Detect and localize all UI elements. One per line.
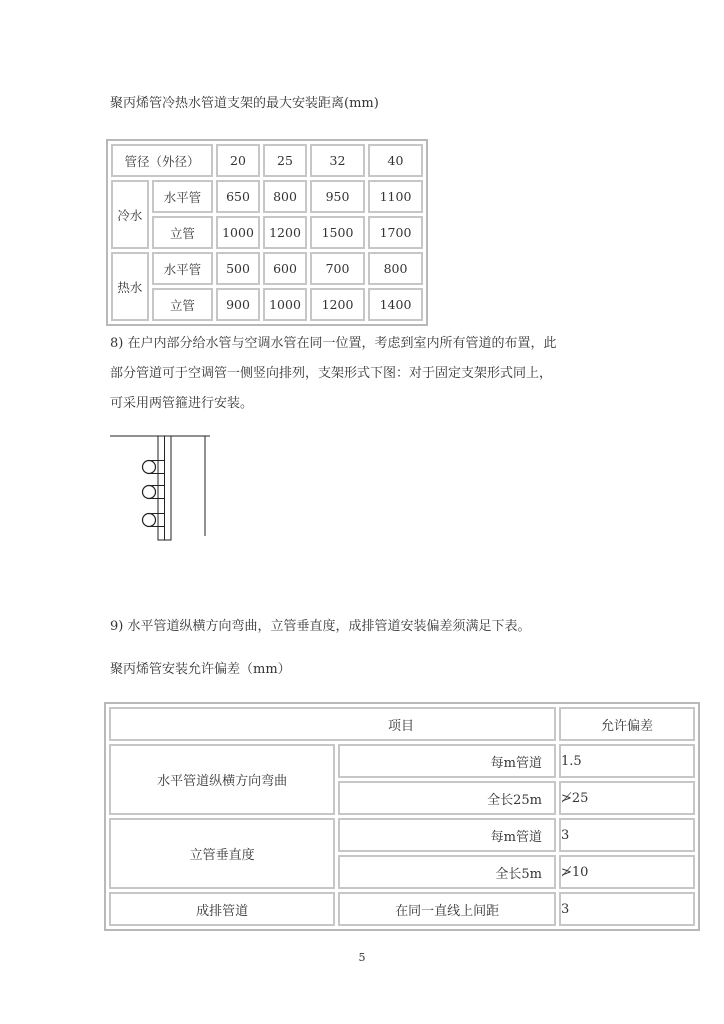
table-cell: 1700 [368,216,423,249]
table-cell: 1500 [310,216,365,249]
caption-support-spacing: 聚丙烯管冷热水管道支架的最大安装距离(mm) [110,96,379,111]
pipe-clamp [149,486,164,499]
table-cell: 800 [368,252,423,285]
pipe-clamp [149,461,164,474]
paragraph-9: 9) 水平管道纵横方向弯曲，立管垂直度，成排管道安装偏差须满足下表。 [110,619,531,634]
table-row [111,288,423,321]
table-cell: 1000 [263,288,307,321]
tolerance-value: ≯25 [559,781,695,815]
group-name: 成排管道 [109,892,335,926]
table-row [109,892,695,926]
paragraph-8-line-3: 可采用两管箍进行安装。 [110,396,254,411]
group-name: 立管垂直度 [109,818,335,889]
table-row [111,144,423,177]
paragraph-8-line-2: 部分管道可于空调管一侧竖向排列，支架形式下图：对于固定支架形式同上， [110,366,553,381]
tolerance-header: 允许偏差 [559,707,695,741]
cold-water-label: 冷水 [111,180,149,249]
table-row [109,744,695,778]
tolerance-value: ≯10 [559,855,695,889]
table-row [111,180,423,213]
table-cell: 1000 [216,216,260,249]
table-cell: 1100 [368,180,423,213]
tolerance-value: 1.5 [559,744,695,778]
sub-item: 全长25m [338,781,556,815]
table-cell: 500 [216,252,260,285]
hot-water-label: 热水 [111,252,149,321]
tolerance-value: 3 [559,818,695,852]
group-name: 水平管道纵横方向弯曲 [109,744,335,815]
sub-item: 在同一直线上间距 [338,892,556,926]
size-header: 40 [368,144,423,177]
table-cell: 1200 [310,288,365,321]
pipe-circle [143,514,156,527]
support-spacing-table [106,139,428,326]
pipe-diameter-header: 管径（外径） [111,144,213,177]
table-cell: 1200 [263,216,307,249]
pipe-circle [143,461,156,474]
table-row [111,216,423,249]
pipe-support-diagram [108,430,212,542]
pipe-clamp [149,514,164,527]
caption-install-tolerance: 聚丙烯管安装允许偏差（mm） [110,662,291,677]
pipe-type: 立管 [152,288,213,321]
table-cell: 950 [310,180,365,213]
sub-item: 每m管道 [338,818,556,852]
table-cell: 650 [216,180,260,213]
tolerance-value: 3 [559,892,695,926]
paragraph-8-line-1: 8) 在户内部分给水管与空调水管在同一位置，考虑到室内所有管道的布置，此 [110,336,557,351]
table-row [111,252,423,285]
install-tolerance-table [104,702,700,931]
size-header: 32 [310,144,365,177]
size-header: 20 [216,144,260,177]
table-cell: 900 [216,288,260,321]
item-header: 项目 [109,707,556,741]
table-row [109,707,695,741]
table-cell: 1400 [368,288,423,321]
table-cell: 800 [263,180,307,213]
pipe-type: 水平管 [152,252,213,285]
size-header: 25 [263,144,307,177]
pipe-circle [143,486,156,499]
pipe-type: 立管 [152,216,213,249]
pipe-type: 水平管 [152,180,213,213]
sub-item: 全长5m [338,855,556,889]
sub-item: 每m管道 [338,744,556,778]
table-row [109,818,695,852]
table-cell: 600 [263,252,307,285]
table-cell: 700 [310,252,365,285]
page-number: 5 [358,951,366,964]
